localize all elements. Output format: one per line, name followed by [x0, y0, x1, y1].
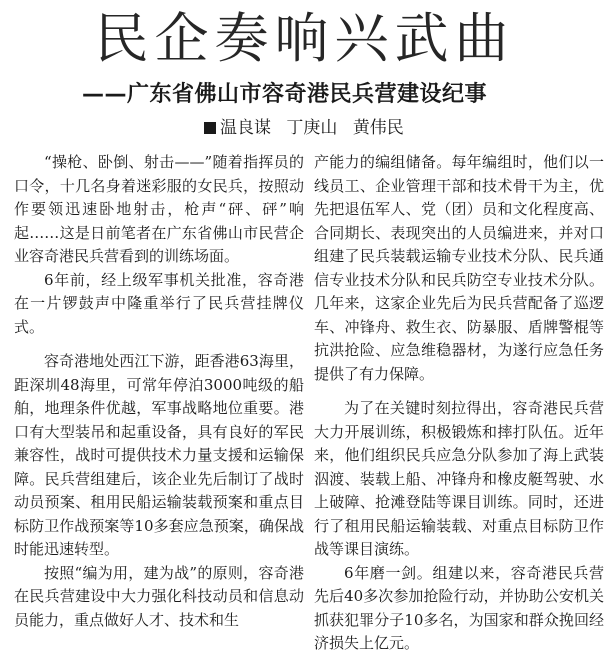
byline-marker-icon	[204, 122, 216, 134]
paragraph: 容奇港地处西江下游，距香港63海里，距深圳48海里，可常年停泊3000吨级的船舶，地理条件优越，军事战略地位重要。港口有大型装吊和起重设备，具有良好的军民兼容性，战时可提供技术力量支援和运输保障。民兵营组建后，该企业先后制订了战时动员预案、租用民船运输装载预案和重点目标防卫作战预案等10多套应急预案，确保战时能迅速转型。	[14, 352, 304, 558]
paragraph: 为了在关键时刻拉得出，容奇港民兵营大力开展训练，积极锻炼和摔打队伍。近年来，他们组织民兵应急分队参加了海上武装泅渡、装载上船、冲锋舟和橡皮艇驾驶、水上破障、抢滩登陆等课目训练。同时，还进行了租用民船运输装载、对重点目标防卫作战等课目演练。	[314, 399, 604, 558]
paragraph: 按照“编为用，建为战”的原则，容奇港在民兵营建设中大力强化科技动员和信息动员能力，重点做好人才、技术和生	[14, 563, 304, 629]
paragraph: 产能力的编组储备。每年编组时，他们以一线员工、企业管理干部和技术骨干为主，优先把退伍军人、党（团）员和文化程度高、合同期长、表现突出的人员编进来，并对口组建了民兵装载运输专业技术分队、民兵通信专业技术分队和民兵防空专业技术分队。几年来，这家企业先后为民兵营配备了巡逻车、冲锋舟、救生衣、防暴服、盾牌警棍等抗洪抢险、应急维稳器材，为遂行应急任务提供了有力保障。	[314, 153, 604, 383]
byline	[204, 115, 414, 141]
paragraph: 6年磨一剑。组建以来，容奇港民兵营先后40多次参加抢险行动，并协助公安机关抓获犯罪分子10多名，为国家和群众挽回经济损失上亿元。	[314, 563, 604, 652]
paragraph: 6年前，经上级军事机关批准，容奇港在一片锣鼓声中隆重举行了民兵营挂牌仪式。	[14, 270, 304, 336]
article-headline: 民企奏响兴武曲	[94, 7, 515, 70]
paragraph: “操枪、卧倒、射击——”随着指挥员的口令，十几名身着迷彩服的女民兵，按照动作要领迅速卧地射击，枪声“砰、砰”响起……这是日前笔者在广东省佛山市民营企业容奇港民兵营看到的训练场面。	[14, 153, 304, 265]
article-column-right	[314, 151, 604, 656]
article-column-left	[14, 151, 304, 632]
author-name: 温良谋	[220, 118, 271, 138]
article-subtitle: ——广东省佛山市容奇港民兵营建设纪事	[82, 82, 488, 107]
author-name: 丁庚山	[286, 118, 338, 138]
author-name: 黄伟民	[352, 118, 404, 138]
